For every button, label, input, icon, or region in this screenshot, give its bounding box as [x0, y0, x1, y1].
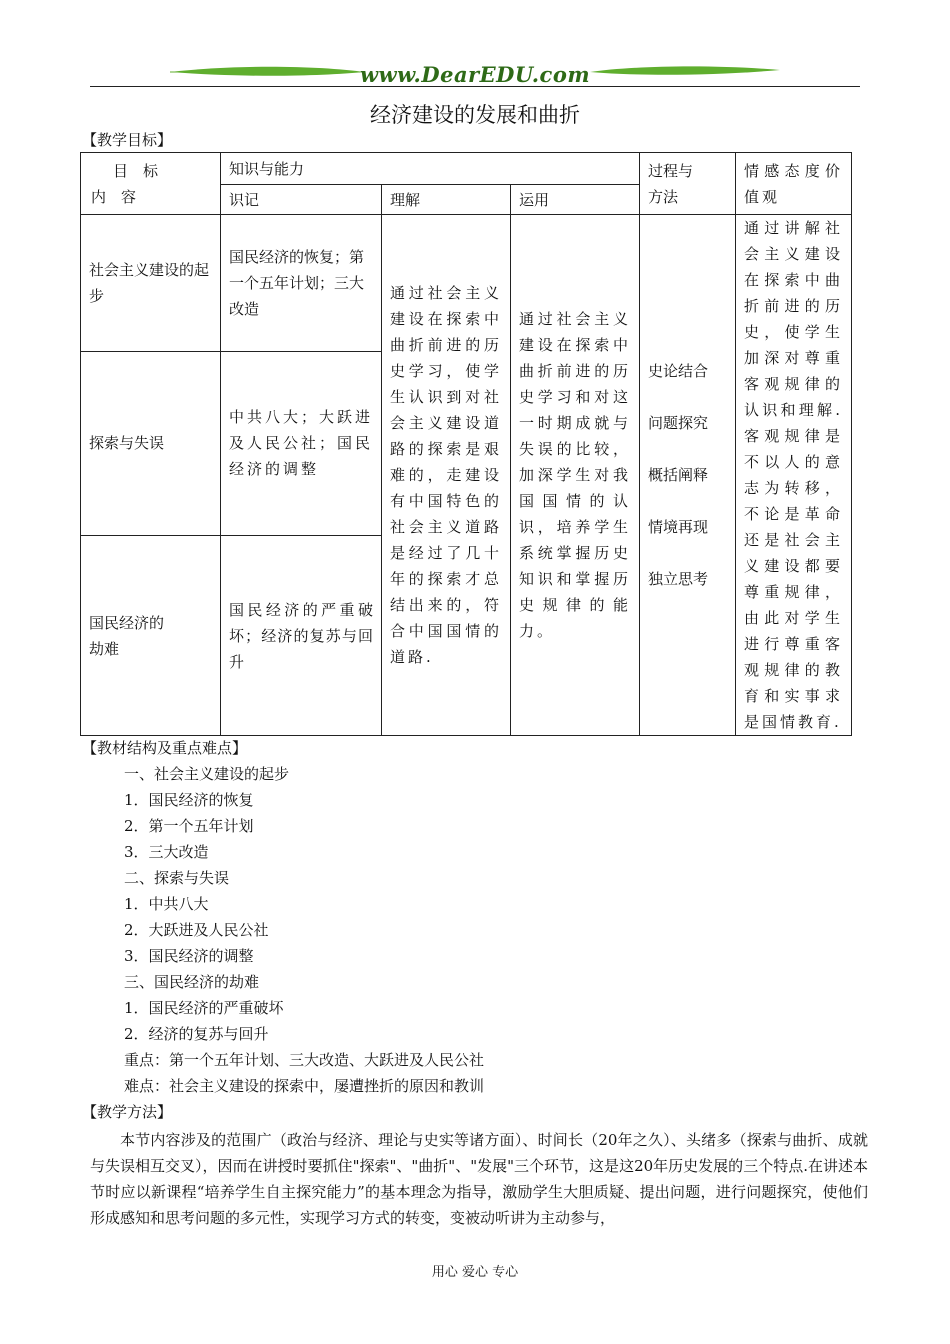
outline-item: 三、国民经济的劫难	[124, 973, 260, 991]
difficult-point: 难点：社会主义建设的探索中，屡遭挫折的原因和教训	[124, 1077, 485, 1095]
header-emotion: 情感态度价值观	[736, 153, 852, 215]
outline-item: 1．国民经济的严重破坏	[124, 999, 284, 1017]
outline-item: 3．国民经济的调整	[124, 947, 254, 965]
objectives-table	[80, 152, 852, 736]
outline-item: 2．大跃进及人民公社	[124, 921, 269, 939]
site-name: www.DearEDU.com	[359, 62, 591, 87]
outline-item: 2．第一个五年计划	[124, 817, 254, 835]
outline-item: 二、探索与失误	[124, 869, 230, 887]
method-item: 问题探究	[648, 414, 709, 432]
key-point: 重点：第一个五年计划、三大改造、大跃进及人民公社	[124, 1051, 485, 1069]
understand-cell: 通过社会主义建设在探索中曲折前进的历史学习，使学生认识到对社会主义建设道路的探索是艰难的，走建设有中国特色的社会主义道路是经过了几十年的探索才总结出来的，符合中国国情的道路.	[382, 215, 511, 736]
header-knowledge: 知识与能力	[221, 153, 640, 185]
row-memorize: 中共八大；大跃进及人民公社；国民经济的调整	[221, 351, 382, 536]
header-target: 目 标	[113, 161, 159, 180]
row-memorize: 国民经济的严重破坏；经济的复苏与回升	[221, 536, 382, 736]
outline-item: 3．三大改造	[124, 843, 209, 861]
section-methods-heading: 【教学方法】	[82, 1103, 173, 1121]
outline-item: 1．中共八大	[124, 895, 209, 913]
outline-item: 2．经济的复苏与回升	[124, 1025, 269, 1043]
emotion-cell: 通过讲解社会主义建设在探索中曲折前进的历史，使学生加深对尊重客观规律的认识和理解.客观规律是不以人的意志为转移，不论是革命还是社会主义建设都要尊重规律，由此对学生进行尊重客观规律的教育和实事求是国情教育.	[736, 215, 852, 736]
section-structure-heading: 【教材结构及重点难点】	[82, 739, 248, 757]
site-banner	[90, 58, 860, 88]
method-item: 概括阐释	[648, 466, 709, 484]
methods-paragraph: 本节内容涉及的范围广（政治与经济、理论与史实等诸方面）、时间长（20年之久）、头绪多（探索与曲折、成就与失误相互交叉），因而在讲授时要抓住"探索"、"曲折"、"发展"三个环节，这是这20年历史发展的三个特点.在讲述本节时应以新课程“培养学生自主探究能力”的基本理念为指导，激励学生大胆质疑、提出问题，进行问题探究，使他们形成感知和思考问题的多元性，实现学习方式的转变，变被动听讲为主动参与，	[90, 1131, 868, 1227]
method-item: 情境再现	[648, 518, 709, 536]
row-topic: 社会主义建设的起步	[81, 215, 221, 352]
header-apply: 运用	[511, 185, 640, 215]
outline-item: 一、社会主义建设的起步	[124, 765, 290, 783]
row-memorize: 国民经济的恢复；第一个五年计划；三大改造	[221, 215, 382, 352]
document-title: 经济建设的发展和曲折	[370, 103, 580, 127]
page-footer: 用心 爱心 专心	[431, 1265, 519, 1280]
header-content: 内 容	[91, 187, 137, 206]
method-item: 独立思考	[648, 570, 709, 588]
header-rule	[90, 86, 860, 87]
row-topic: 探索与失误	[81, 351, 221, 536]
header-process: 过程与方法	[640, 153, 736, 215]
section-objectives-heading: 【教学目标】	[82, 131, 173, 149]
apply-cell: 通过社会主义建设在探索中曲折前进的历史学习和对这一时期成就与失误的比较，加深学生对我国国情的认识，培养学生系统掌握历史知识和掌握历史规律的能力。	[511, 215, 640, 736]
method-item: 史论结合	[648, 362, 709, 380]
header-understand: 理解	[382, 185, 511, 215]
outline-item: 1．国民经济的恢复	[124, 791, 254, 809]
header-memorize: 识记	[221, 185, 382, 215]
methods-cell	[640, 215, 736, 736]
row-topic: 国民经济的劫难	[81, 536, 221, 736]
table-row	[81, 215, 852, 352]
header-target-content-cell	[81, 153, 221, 215]
